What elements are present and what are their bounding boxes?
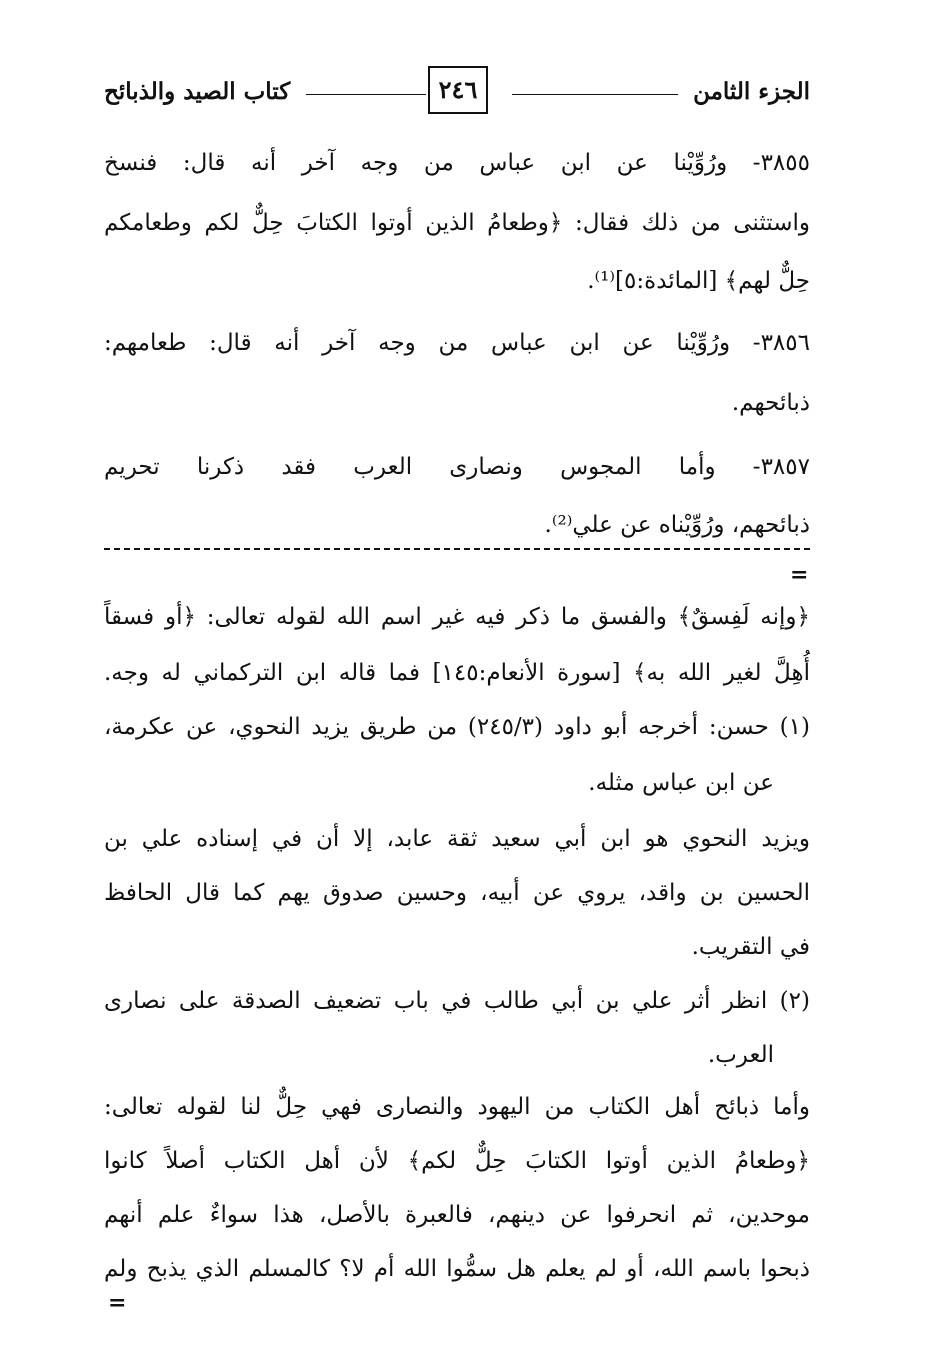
footnote-line: وأما ذبائح أهل الكتاب من اليهود والنصارى فهي حِلٌّ لنا لقوله تعالى:: [104, 1094, 810, 1120]
footnote-line: (١) حسن: أخرجه أبو داود (٢٤٥/٣) من طريق يزيد النحوي، عن عكرمة،: [104, 714, 811, 740]
footnote-line: موحدين، ثم انحرفوا عن دينهم، فالعبرة بالأصل، هذا سواءٌ علم أنهم: [104, 1202, 810, 1228]
footnote-line: ﴿وطعامُ الذين أوتوا الكتابَ حِلٌّ لكم﴾ لأن أهل الكتاب أصلاً كانوا: [104, 1148, 810, 1174]
text-line: ذبائحهم.: [731, 390, 810, 416]
footnote-line: الحسين بن واقد، يروي عن أبيه، وحسين صدوق يهم كما قال الحافظ: [104, 880, 810, 906]
footnote-line: عن ابن عباس مثله.: [588, 770, 774, 796]
footnote-line: ﴿وإنه لَفِسقٌ﴾ والفسق ما ذكر فيه غير اسم الله لقوله تعالى: ﴿أو فسقاً: [104, 604, 810, 630]
footnote-line: في التقريب.: [691, 934, 810, 960]
text-line: ٣٨٥٧- وأما المجوس ونصارى العرب فقد ذكرنا تحريم: [104, 454, 810, 480]
book-title: كتاب الصيد والذبائح: [104, 78, 291, 105]
continuation-mark: =: [108, 1290, 127, 1316]
footnote-separator: [104, 548, 810, 550]
footnote-line: ذبحوا باسم الله، أو لم يعلم هل سمُّوا الله أم لا؟ كالمسلم الذي يذبح ولم: [104, 1256, 810, 1282]
text-line: ذبائحهم، ورُوِّيْناه عن علي⁽²⁾.: [544, 512, 810, 538]
text-line: حِلٌّ لهم﴾ [المائدة:٥]⁽¹⁾.: [587, 268, 810, 294]
text-line: ٣٨٥٥- ورُوِّيْنا عن ابن عباس من وجه آخر أنه قال: فنسخ: [104, 150, 810, 176]
continuation-mark: =: [790, 562, 809, 588]
footnote-line: ويزيد النحوي هو ابن أبي سعيد ثقة عابد، إلا أن في إسناده علي بن: [104, 826, 810, 852]
footnote-line: (٢) انظر أثر علي بن أبي طالب في باب تضعيف الصدقة على نصارى: [104, 988, 810, 1014]
text-line: ٣٨٥٦- ورُوِّيْنا عن ابن عباس من وجه آخر أنه قال: طعامهم:: [104, 330, 810, 356]
header-rule-left: [306, 94, 426, 95]
footnote-line: العرب.: [707, 1042, 774, 1068]
footnote-line: أُهِلَّ لغير الله به﴾ [سورة الأنعام:١٤٥] فما قاله ابن التركماني له وجه.: [104, 660, 810, 686]
page-number: ٢٤٦: [428, 66, 488, 114]
page-header: [104, 66, 810, 120]
text-line: واستثنى من ذلك فقال: ﴿وطعامُ الذين أوتوا الكتابَ حِلٌّ لكم وطعامكم: [104, 210, 810, 236]
part-label: الجزء الثامن: [693, 78, 810, 105]
header-rule-right: [512, 94, 678, 95]
